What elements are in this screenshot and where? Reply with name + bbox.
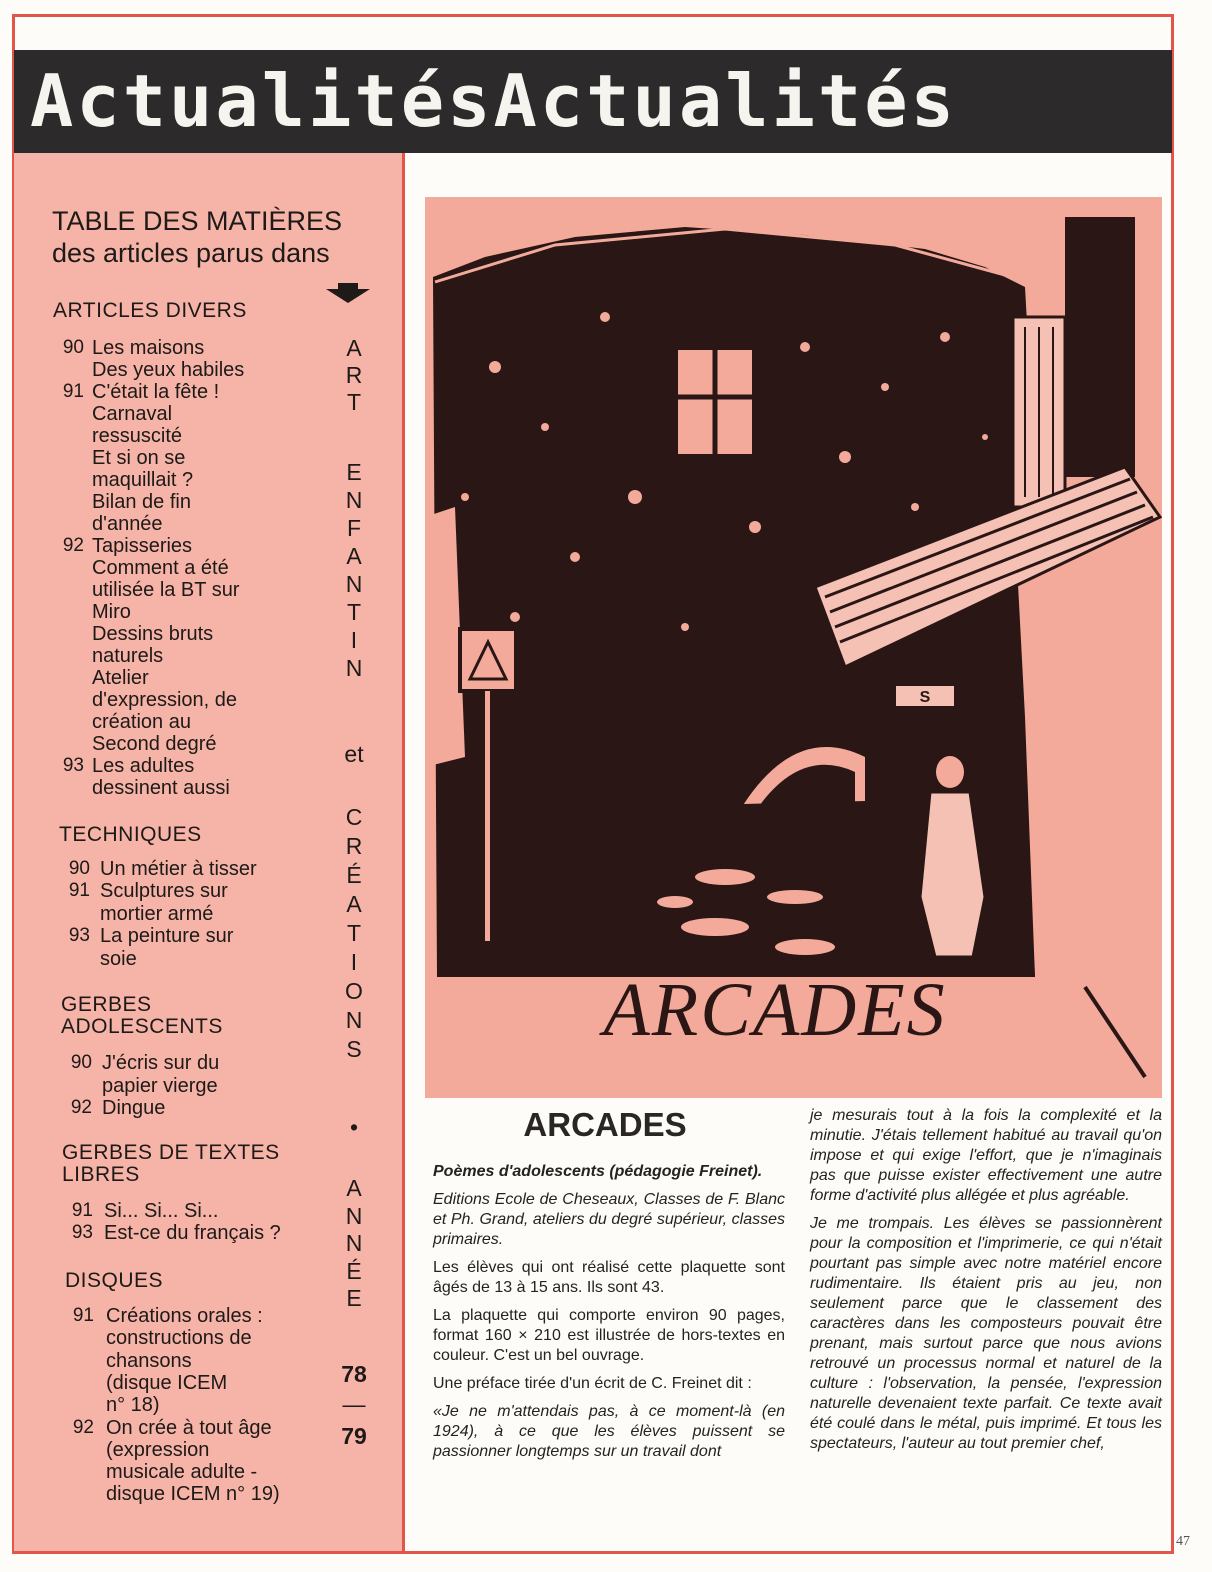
entry-issue-number: 93: [62, 755, 84, 776]
vertical-letter: É: [346, 1257, 362, 1284]
toc-entry: disque ICEM n° 19): [106, 1483, 280, 1506]
vertical-letter: N: [345, 655, 363, 681]
actualites-banner: [14, 50, 1172, 153]
section-heading-articles-divers: ARTICLES DIVERS: [53, 299, 247, 322]
page-number: 47: [1176, 1534, 1190, 1549]
section-heading-disques: DISQUES: [65, 1269, 164, 1292]
toc-entry: création au: [92, 711, 191, 733]
vertical-letter: I: [350, 949, 358, 975]
toc-entry: Si... Si... Si...: [104, 1200, 219, 1222]
vertical-letter: C: [345, 804, 363, 830]
vertical-letter: N: [345, 1007, 363, 1033]
article-paragraph: Je me trompais. Les élèves se passionnèrent pour la composition et l'imprimerie, ce qui n'était pourtant pas simple avec notre matériel encore rudimentaire. Ils étaient pris au jeu, non seulement parce que le classement des caractères dans les composteurs pouvait être prenant, mais surtout parce que nous avions retrouvé un processus normal et naturel de la culture : l'observation, la pensée, l'expression naturelle devenaient texte parfait. Ce texte avait été coulé dans le métal, puis imprimé. Et tous les spectateurs, l'auteur au tout premier chef,: [810, 1215, 1162, 1452]
banner-title: ActualitésActualités: [30, 59, 957, 143]
toc-entry: Un métier à tisser: [100, 858, 257, 880]
toc-entry: (disque ICEM: [106, 1371, 228, 1394]
article-paragraph: je mesurais tout à la fois la complexité et la minutie. J'étais tellement habitué au travail qu'on impose et qui exige l'effort, que je n'imaginais pas que puisse exister effectivement une autre forme d'activité plus allégée et plus agréable.: [810, 1107, 1162, 1204]
toc-entry: Second degré: [92, 733, 217, 755]
toc-entry: papier vierge: [102, 1074, 218, 1097]
article-paragraph: Une préface tirée d'un écrit de C. Freinet dit :: [433, 1375, 752, 1392]
entry-issue-number: 91: [72, 1305, 94, 1326]
toc-entry: soie: [100, 947, 137, 970]
vertical-letter: I: [350, 627, 358, 653]
vertical-letter: T: [346, 599, 362, 625]
vertical-letter: O: [345, 978, 363, 1004]
toc-title: [52, 205, 342, 269]
photo-caption: ARCADES: [603, 968, 947, 1052]
vertical-letter: N: [345, 1230, 363, 1256]
vertical-letter: T: [346, 920, 362, 946]
toc-entry: Sculptures sur: [100, 880, 228, 903]
toc-entry: On crée à tout âge: [106, 1416, 272, 1439]
toc-entry: Miro: [92, 601, 131, 623]
heading-line: GERBES: [61, 993, 152, 1016]
toc-entry: chansons: [106, 1349, 192, 1372]
article-subtitle: Poèmes d'adolescents (pédagogie Freinet).: [433, 1163, 763, 1180]
vertical-year2: 79: [341, 1423, 367, 1449]
article-paragraph: Les élèves qui ont réalisé cette plaquette sont âgés de 13 à 15 ans. Ils sont 43.: [433, 1259, 785, 1296]
toc-entry: La peinture sur: [100, 925, 234, 948]
toc-entry: naturels: [92, 645, 164, 667]
shop-sign: S: [919, 689, 931, 706]
toc-entry: dessinent aussi: [92, 777, 230, 799]
article-paragraph: La plaquette qui comporte environ 90 pages, format 160 × 210 est illustrée de hors-textes en couleur. C'est un bel ouvrage.: [433, 1307, 785, 1364]
street-scene-illustration: [425, 197, 1162, 1098]
toc-entry: musicale adulte -: [106, 1461, 258, 1484]
vertical-letter: E: [346, 1285, 362, 1311]
vertical-letter: É: [346, 862, 362, 888]
vertical-bullet: •: [349, 1114, 359, 1140]
vertical-et: et: [344, 741, 364, 767]
vertical-letter: T: [346, 389, 362, 415]
section-heading-gerbes-adolescents: [61, 994, 223, 1038]
arcades-photo: [425, 197, 1162, 1098]
entry-issue-number: 90: [70, 1052, 92, 1073]
entry-issue-number: 92: [70, 1097, 92, 1118]
article-title: ARCADES: [523, 1106, 687, 1143]
toc-entry: Les maisons: [92, 337, 205, 359]
toc-entry: C'était la fête !: [92, 381, 220, 403]
toc-title-line1: TABLE DES MATIÈRES: [52, 206, 343, 236]
toc-entry: d'année: [92, 513, 163, 535]
vertical-letter: A: [346, 1175, 362, 1201]
vertical-letter: N: [345, 571, 363, 597]
vertical-letter: A: [346, 543, 362, 569]
arrow-down-icon: [326, 283, 370, 303]
entry-issue-number: 90: [68, 858, 90, 879]
toc-title-line2: des articles parus dans: [52, 238, 330, 268]
heading-line: ADOLESCENTS: [61, 1015, 223, 1038]
entry-issue-number: 93: [71, 1222, 93, 1243]
toc-entry: Bilan de fin: [92, 491, 191, 513]
toc-entry: Des yeux habiles: [92, 359, 245, 381]
toc-entry: Dessins bruts: [92, 623, 214, 645]
vertical-letter: S: [346, 1036, 362, 1062]
article-paragraph: Editions Ecole de Cheseaux, Classes de F. Blanc et Ph. Grand, ateliers du degré supérieur, classes primaires.: [433, 1191, 785, 1248]
vertical-letter: F: [346, 515, 362, 541]
entry-issue-number: 91: [68, 880, 90, 902]
vertical-year1: 78: [341, 1361, 367, 1387]
toc-entry: Est-ce du français ?: [104, 1222, 281, 1244]
toc-entry: J'écris sur du: [102, 1052, 220, 1074]
toc-entry: utilisée la BT sur: [92, 579, 240, 601]
toc-entry: Atelier: [92, 667, 149, 689]
toc-entry: n° 18): [106, 1394, 160, 1417]
section-heading-gerbes-textes-libres: [62, 1142, 280, 1186]
vertical-letter: A: [346, 891, 362, 917]
vertical-letter: N: [345, 1202, 363, 1229]
entry-issue-number: 92: [72, 1416, 94, 1438]
vertical-letter: A: [346, 335, 362, 361]
section-heading-techniques: TECHNIQUES: [59, 823, 202, 846]
toc-entry: Tapisseries: [92, 535, 193, 557]
toc-entry: Les adultes: [92, 755, 195, 777]
toc-entry: maquillait ?: [92, 469, 194, 491]
heading-line: LIBRES: [62, 1163, 140, 1186]
entry-issue-number: 93: [68, 925, 90, 947]
vertical-letter: N: [345, 487, 363, 513]
entry-issue-number: 91: [62, 381, 84, 402]
vertical-letter: E: [346, 459, 362, 485]
vertical-letter: R: [345, 362, 363, 388]
vertical-dash: —: [342, 1391, 366, 1417]
toc-entry: Dingue: [102, 1097, 166, 1119]
article-paragraph: «Je ne m'attendais pas, à ce moment-là (en 1924), à ce que les élèves puissent se passionner longtemps sur un travail dont: [433, 1403, 785, 1460]
entry-issue-number: 91: [71, 1200, 93, 1221]
toc-entry: d'expression, de: [92, 689, 238, 711]
toc-entry: Comment a été: [92, 557, 229, 579]
article-column-1: [433, 1162, 785, 1470]
toc-entry: (expression: [106, 1438, 210, 1461]
entry-issue-number: 92: [62, 535, 84, 556]
column-divider: [402, 153, 405, 1551]
toc-entry: Et si on se: [92, 447, 186, 469]
toc-entry: Carnaval: [92, 403, 173, 425]
toc-entry: Créations orales :: [106, 1305, 263, 1327]
toc-entry: mortier armé: [100, 902, 214, 925]
article-column-2: [810, 1106, 1162, 1462]
toc-entry: ressuscité: [92, 425, 183, 447]
entry-issue-number: 90: [62, 337, 84, 358]
vertical-letter: R: [345, 833, 363, 859]
heading-line: GERBES DE TEXTES: [62, 1141, 280, 1164]
toc-entry: constructions de: [106, 1327, 252, 1350]
